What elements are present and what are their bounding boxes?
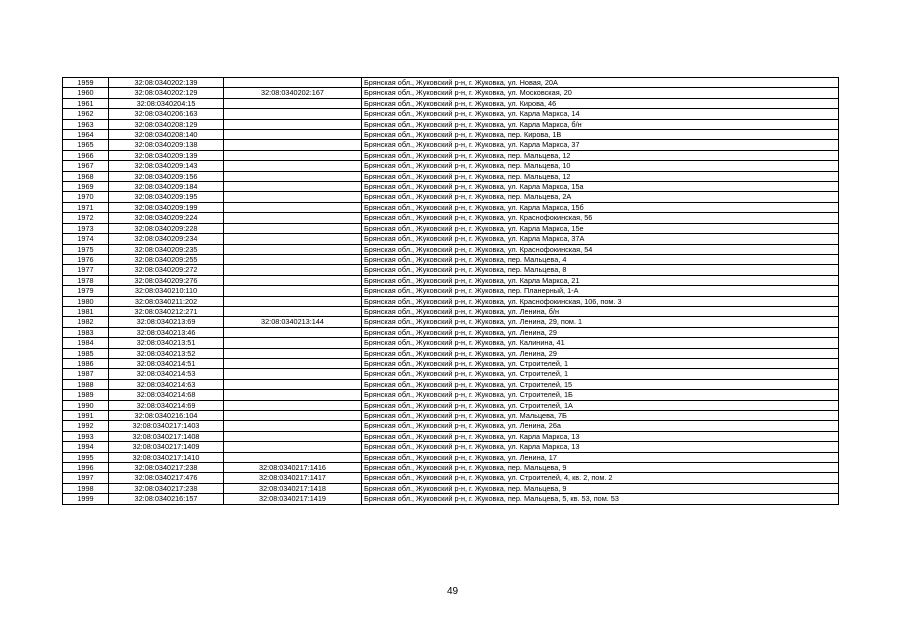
table-row (63, 327, 839, 337)
related-cadastral-number-cell (224, 109, 362, 119)
address-cell: Брянская обл., Жуковский р-н, г. Жуковка, пер. Мальцева, 9 (362, 483, 839, 493)
related-cadastral-number-cell (224, 296, 362, 306)
cadastral-number-cell: 32:08:0340209:184 (109, 182, 224, 192)
related-cadastral-number-cell (224, 265, 362, 275)
row-number-cell: 1974 (63, 234, 109, 244)
row-number-cell: 1969 (63, 182, 109, 192)
cadastral-number-cell: 32:08:0340217:1408 (109, 431, 224, 441)
row-number-cell: 1980 (63, 296, 109, 306)
cadastral-number-cell: 32:08:0340209:143 (109, 161, 224, 171)
row-number-cell: 1970 (63, 192, 109, 202)
address-cell: Брянская обл., Жуковский р-н, г. Жуковка, ул. Ленина, 29 (362, 327, 839, 337)
table-row (63, 119, 839, 129)
table-row (63, 306, 839, 316)
row-number-cell: 1975 (63, 244, 109, 254)
row-number-cell: 1960 (63, 88, 109, 98)
related-cadastral-number-cell (224, 119, 362, 129)
table-row (63, 369, 839, 379)
related-cadastral-number-cell (224, 390, 362, 400)
cadastral-number-cell: 32:08:0340208:129 (109, 119, 224, 129)
address-cell: Брянская обл., Жуковский р-н, г. Жуковка, ул. Карла Маркса, 14 (362, 109, 839, 119)
cadastral-number-cell: 32:08:0340213:46 (109, 327, 224, 337)
table-row (63, 78, 839, 88)
cadastral-number-cell: 32:08:0340217:1410 (109, 452, 224, 462)
table-row (63, 379, 839, 389)
row-number-cell: 1971 (63, 202, 109, 212)
row-number-cell: 1983 (63, 327, 109, 337)
table-row (63, 244, 839, 254)
related-cadastral-number-cell (224, 161, 362, 171)
address-cell: Брянская обл., Жуковский р-н, г. Жуковка, ул. Ленина, б/н (362, 306, 839, 316)
address-cell: Брянская обл., Жуковский р-н, г. Жуковка, ул. Строителей, 1А (362, 400, 839, 410)
table-row (63, 182, 839, 192)
register-table (62, 77, 839, 505)
related-cadastral-number-cell (224, 234, 362, 244)
address-cell: Брянская обл., Жуковский р-н, г. Жуковка, пер. Мальцева, 2А (362, 192, 839, 202)
cadastral-number-cell: 32:08:0340209:139 (109, 150, 224, 160)
address-cell: Брянская обл., Жуковский р-н, г. Жуковка, ул. Мальцева, 7Б (362, 411, 839, 421)
row-number-cell: 1963 (63, 119, 109, 129)
address-cell: Брянская обл., Жуковский р-н, г. Жуковка, пер. Кирова, 1В (362, 130, 839, 140)
address-cell: Брянская обл., Жуковский р-н, г. Жуковка, ул. Карла Маркса, 37 (362, 140, 839, 150)
cadastral-number-cell: 32:08:0340209:276 (109, 275, 224, 285)
row-number-cell: 1986 (63, 358, 109, 368)
table-row (63, 192, 839, 202)
address-cell: Брянская обл., Жуковский р-н, г. Жуковка, ул. Краснофокинская, 54 (362, 244, 839, 254)
row-number-cell: 1984 (63, 338, 109, 348)
related-cadastral-number-cell (224, 452, 362, 462)
table-row (63, 234, 839, 244)
row-number-cell: 1994 (63, 442, 109, 452)
related-cadastral-number-cell: 32:08:0340202:167 (224, 88, 362, 98)
related-cadastral-number-cell (224, 78, 362, 88)
table-row (63, 400, 839, 410)
row-number-cell: 1997 (63, 473, 109, 483)
address-cell: Брянская обл., Жуковский р-н, г. Жуковка, ул. Карла Маркса, 37А (362, 234, 839, 244)
table-row (63, 390, 839, 400)
cadastral-number-cell: 32:08:0340217:1409 (109, 442, 224, 452)
table-row (63, 348, 839, 358)
table-row (63, 202, 839, 212)
table-row (63, 98, 839, 108)
cadastral-number-cell: 32:08:0340209:138 (109, 140, 224, 150)
row-number-cell: 1978 (63, 275, 109, 285)
cadastral-number-cell: 32:08:0340217:1403 (109, 421, 224, 431)
row-number-cell: 1995 (63, 452, 109, 462)
cadastral-number-cell: 32:08:0340217:476 (109, 473, 224, 483)
address-cell: Брянская обл., Жуковский р-н, г. Жуковка, ул. Краснофокинская, 56 (362, 213, 839, 223)
related-cadastral-number-cell: 32:08:0340217:1419 (224, 494, 362, 504)
table-row (63, 130, 839, 140)
cadastral-number-cell: 32:08:0340209:199 (109, 202, 224, 212)
address-cell: Брянская обл., Жуковский р-н, г. Жуковка, ул. Ленина, 26а (362, 421, 839, 431)
table-row (63, 88, 839, 98)
address-cell: Брянская обл., Жуковский р-н, г. Жуковка, ул. Строителей, 1 (362, 369, 839, 379)
table-row (63, 109, 839, 119)
related-cadastral-number-cell: 32:08:0340217:1418 (224, 483, 362, 493)
row-number-cell: 1989 (63, 390, 109, 400)
cadastral-number-cell: 32:08:0340209:195 (109, 192, 224, 202)
address-cell: Брянская обл., Жуковский р-н, г. Жуковка, ул. Карла Маркса, б/н (362, 119, 839, 129)
cadastral-number-cell: 32:08:0340214:63 (109, 379, 224, 389)
table-row (63, 286, 839, 296)
related-cadastral-number-cell (224, 275, 362, 285)
address-cell: Брянская обл., Жуковский р-н, г. Жуковка, пер. Мальцева, 10 (362, 161, 839, 171)
related-cadastral-number-cell (224, 130, 362, 140)
table-row (63, 275, 839, 285)
cadastral-number-cell: 32:08:0340209:272 (109, 265, 224, 275)
row-number-cell: 1961 (63, 98, 109, 108)
cadastral-number-cell: 32:08:0340202:129 (109, 88, 224, 98)
row-number-cell: 1990 (63, 400, 109, 410)
cadastral-number-cell: 32:08:0340213:69 (109, 317, 224, 327)
table-row (63, 494, 839, 504)
address-cell: Брянская обл., Жуковский р-н, г. Жуковка, ул. Московская, 20 (362, 88, 839, 98)
related-cadastral-number-cell (224, 192, 362, 202)
cadastral-number-cell: 32:08:0340214:69 (109, 400, 224, 410)
cadastral-number-cell: 32:08:0340210:110 (109, 286, 224, 296)
related-cadastral-number-cell (224, 140, 362, 150)
address-cell: Брянская обл., Жуковский р-н, г. Жуковка, пер. Мальцева, 9 (362, 463, 839, 473)
row-number-cell: 1988 (63, 379, 109, 389)
address-cell: Брянская обл., Жуковский р-н, г. Жуковка, ул. Ленина, 29 (362, 348, 839, 358)
related-cadastral-number-cell (224, 171, 362, 181)
address-cell: Брянская обл., Жуковский р-н, г. Жуковка, ул. Карла Маркса, 13 (362, 431, 839, 441)
cadastral-number-cell: 32:08:0340211:202 (109, 296, 224, 306)
table-row (63, 161, 839, 171)
related-cadastral-number-cell (224, 223, 362, 233)
table-row (63, 338, 839, 348)
related-cadastral-number-cell (224, 348, 362, 358)
cadastral-number-cell: 32:08:0340214:51 (109, 358, 224, 368)
related-cadastral-number-cell (224, 400, 362, 410)
related-cadastral-number-cell (224, 202, 362, 212)
address-cell: Брянская обл., Жуковский р-н, г. Жуковка, ул. Ленина, 17 (362, 452, 839, 462)
row-number-cell: 1981 (63, 306, 109, 316)
row-number-cell: 1987 (63, 369, 109, 379)
related-cadastral-number-cell (224, 254, 362, 264)
row-number-cell: 1965 (63, 140, 109, 150)
related-cadastral-number-cell (224, 338, 362, 348)
table-row (63, 140, 839, 150)
table-row (63, 150, 839, 160)
related-cadastral-number-cell (224, 431, 362, 441)
table-row (63, 411, 839, 421)
cadastral-number-cell: 32:08:0340209:235 (109, 244, 224, 254)
address-cell: Брянская обл., Жуковский р-н, г. Жуковка, ул. Краснофокинская, 106, пом. 3 (362, 296, 839, 306)
related-cadastral-number-cell (224, 213, 362, 223)
table-row (63, 254, 839, 264)
cadastral-number-cell: 32:08:0340213:52 (109, 348, 224, 358)
related-cadastral-number-cell: 32:08:0340217:1416 (224, 463, 362, 473)
page-number: 49 (446, 586, 459, 597)
row-number-cell: 1964 (63, 130, 109, 140)
row-number-cell: 1973 (63, 223, 109, 233)
table-row (63, 421, 839, 431)
related-cadastral-number-cell (224, 306, 362, 316)
address-cell: Брянская обл., Жуковский р-н, г. Жуковка, ул. Строителей, 15 (362, 379, 839, 389)
address-cell: Брянская обл., Жуковский р-н, г. Жуковка, ул. Калинина, 41 (362, 338, 839, 348)
address-cell: Брянская обл., Жуковский р-н, г. Жуковка, ул. Строителей, 1 (362, 358, 839, 368)
cadastral-number-cell: 32:08:0340209:234 (109, 234, 224, 244)
cadastral-number-cell: 32:08:0340209:228 (109, 223, 224, 233)
address-cell: Брянская обл., Жуковский р-н, г. Жуковка, ул. Строителей, 1Б (362, 390, 839, 400)
table-row (63, 473, 839, 483)
table-row (63, 171, 839, 181)
row-number-cell: 1993 (63, 431, 109, 441)
related-cadastral-number-cell (224, 244, 362, 254)
row-number-cell: 1962 (63, 109, 109, 119)
cadastral-number-cell: 32:08:0340208:140 (109, 130, 224, 140)
row-number-cell: 1976 (63, 254, 109, 264)
cadastral-number-cell: 32:08:0340204:15 (109, 98, 224, 108)
related-cadastral-number-cell (224, 327, 362, 337)
address-cell: Брянская обл., Жуковский р-н, г. Жуковка, ул. Карла Маркса, 15б (362, 202, 839, 212)
related-cadastral-number-cell: 32:08:0340213:144 (224, 317, 362, 327)
row-number-cell: 1968 (63, 171, 109, 181)
cadastral-number-cell: 32:08:0340213:51 (109, 338, 224, 348)
cadastral-number-cell: 32:08:0340209:224 (109, 213, 224, 223)
related-cadastral-number-cell (224, 421, 362, 431)
table-row (63, 223, 839, 233)
address-cell: Брянская обл., Жуковский р-н, г. Жуковка, пер. Планерный, 1-А (362, 286, 839, 296)
address-cell: Брянская обл., Жуковский р-н, г. Жуковка, ул. Новая, 20А (362, 78, 839, 88)
row-number-cell: 1972 (63, 213, 109, 223)
address-cell: Брянская обл., Жуковский р-н, г. Жуковка, пер. Мальцева, 12 (362, 171, 839, 181)
cadastral-number-cell: 32:08:0340214:68 (109, 390, 224, 400)
address-cell: Брянская обл., Жуковский р-н, г. Жуковка, ул. Карла Маркса, 21 (362, 275, 839, 285)
row-number-cell: 1967 (63, 161, 109, 171)
row-number-cell: 1985 (63, 348, 109, 358)
register-table-body (63, 78, 839, 505)
cadastral-number-cell: 32:08:0340217:238 (109, 463, 224, 473)
address-cell: Брянская обл., Жуковский р-н, г. Жуковка, пер. Мальцева, 8 (362, 265, 839, 275)
address-cell: Брянская обл., Жуковский р-н, г. Жуковка, пер. Мальцева, 4 (362, 254, 839, 264)
cadastral-number-cell: 32:08:0340209:255 (109, 254, 224, 264)
table-row (63, 431, 839, 441)
address-cell: Брянская обл., Жуковский р-н, г. Жуковка, ул. Кирова, 46 (362, 98, 839, 108)
table-row (63, 296, 839, 306)
row-number-cell: 1996 (63, 463, 109, 473)
address-cell: Брянская обл., Жуковский р-н, г. Жуковка, ул. Карла Маркса, 15е (362, 223, 839, 233)
row-number-cell: 1977 (63, 265, 109, 275)
address-cell: Брянская обл., Жуковский р-н, г. Жуковка, пер. Мальцева, 5, кв. 53, пом. 53 (362, 494, 839, 504)
cadastral-number-cell: 32:08:0340209:156 (109, 171, 224, 181)
table-row (63, 442, 839, 452)
cadastral-number-cell: 32:08:0340217:238 (109, 483, 224, 493)
address-cell: Брянская обл., Жуковский р-н, г. Жуковка, ул. Ленина, 29, пом. 1 (362, 317, 839, 327)
row-number-cell: 1998 (63, 483, 109, 493)
table-row (63, 452, 839, 462)
related-cadastral-number-cell (224, 411, 362, 421)
row-number-cell: 1966 (63, 150, 109, 160)
table-row (63, 483, 839, 493)
row-number-cell: 1979 (63, 286, 109, 296)
related-cadastral-number-cell (224, 442, 362, 452)
related-cadastral-number-cell: 32:08:0340217:1417 (224, 473, 362, 483)
cadastral-number-cell: 32:08:0340202:139 (109, 78, 224, 88)
table-row (63, 213, 839, 223)
cadastral-number-cell: 32:08:0340216:157 (109, 494, 224, 504)
row-number-cell: 1992 (63, 421, 109, 431)
related-cadastral-number-cell (224, 286, 362, 296)
row-number-cell: 1991 (63, 411, 109, 421)
related-cadastral-number-cell (224, 150, 362, 160)
table-row (63, 265, 839, 275)
cadastral-number-cell: 32:08:0340214:53 (109, 369, 224, 379)
cadastral-number-cell: 32:08:0340216:104 (109, 411, 224, 421)
related-cadastral-number-cell (224, 358, 362, 368)
table-row (63, 463, 839, 473)
cadastral-number-cell: 32:08:0340212:271 (109, 306, 224, 316)
row-number-cell: 1982 (63, 317, 109, 327)
cadastral-number-cell: 32:08:0340206:163 (109, 109, 224, 119)
related-cadastral-number-cell (224, 379, 362, 389)
related-cadastral-number-cell (224, 369, 362, 379)
row-number-cell: 1959 (63, 78, 109, 88)
address-cell: Брянская обл., Жуковский р-н, г. Жуковка, ул. Строителей, 4, кв. 2, пом. 2 (362, 473, 839, 483)
row-number-cell: 1999 (63, 494, 109, 504)
table-row (63, 317, 839, 327)
address-cell: Брянская обл., Жуковский р-н, г. Жуковка, ул. Карла Маркса, 13 (362, 442, 839, 452)
related-cadastral-number-cell (224, 98, 362, 108)
table-row (63, 358, 839, 368)
related-cadastral-number-cell (224, 182, 362, 192)
address-cell: Брянская обл., Жуковский р-н, г. Жуковка, ул. Карла Маркса, 15а (362, 182, 839, 192)
address-cell: Брянская обл., Жуковский р-н, г. Жуковка, пер. Мальцева, 12 (362, 150, 839, 160)
